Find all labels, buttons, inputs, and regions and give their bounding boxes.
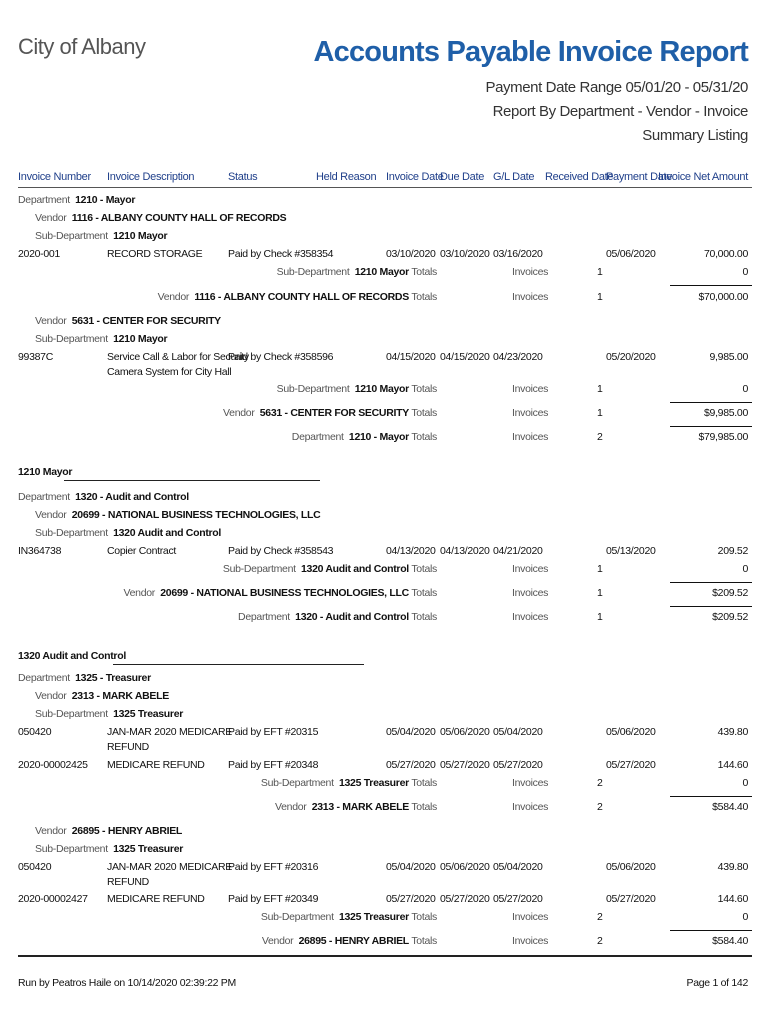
org-name: City of Albany (18, 34, 146, 59)
department-row: Department 1320 - Audit and Control (18, 491, 189, 503)
invoice-description-cont: REFUND (107, 876, 149, 888)
date-range: Payment Date Range 05/01/20 - 05/31/20 (485, 79, 748, 96)
total-rule (670, 426, 752, 427)
total-rule (670, 582, 752, 583)
due-date: 05/27/2020 (440, 893, 490, 905)
invoice-description-cont: Camera System for City Hall (107, 366, 232, 378)
header-divider (18, 187, 752, 188)
invoice-number: 050420 (18, 726, 52, 738)
vendor-row: Vendor 2313 - MARK ABELE (35, 690, 169, 702)
col-status: Status (228, 171, 258, 183)
gl-date: 04/23/2020 (493, 351, 543, 363)
invoice-description: JAN-MAR 2020 MEDICARE (107, 861, 232, 873)
col-net-amount: Invoice Net Amount (658, 171, 748, 183)
footer-divider (18, 955, 752, 957)
status: Paid by EFT #20349 (228, 893, 319, 905)
gl-date: 05/27/2020 (493, 893, 543, 905)
run-by: Run by Peatros Haile on 10/14/2020 02:39:22 PM (18, 977, 236, 989)
payment-date: 05/06/2020 (606, 726, 656, 738)
report-by: Report By Department - Vendor - Invoice (492, 103, 748, 120)
net-amount: 439.80 (717, 726, 748, 738)
subdepartment-row: Sub-Department 1210 Mayor (35, 230, 168, 242)
total-rule (670, 402, 752, 403)
col-invoice-number: Invoice Number (18, 171, 91, 183)
invoice-description-cont: REFUND (107, 741, 149, 753)
status: Paid by EFT #20315 (228, 726, 319, 738)
due-date: 03/10/2020 (440, 248, 490, 260)
due-date: 04/15/2020 (440, 351, 490, 363)
invoice-date: 04/15/2020 (386, 351, 436, 363)
section-heading: 1320 Audit and Control (18, 650, 126, 662)
invoice-number: 99387C (18, 351, 53, 363)
payment-date: 05/13/2020 (606, 545, 656, 557)
status: Paid by Check #358596 (228, 351, 334, 363)
invoice-description: MEDICARE REFUND (107, 759, 205, 771)
department-row: Department 1210 - Mayor (18, 194, 136, 206)
invoice-description: JAN-MAR 2020 MEDICARE (107, 726, 232, 738)
payment-date: 05/06/2020 (606, 248, 656, 260)
due-date: 05/06/2020 (440, 861, 490, 873)
invoice-date: 03/10/2020 (386, 248, 436, 260)
invoice-number: 2020-00002427 (18, 893, 88, 905)
col-invoice-date: Invoice Date (386, 171, 444, 183)
due-date: 04/13/2020 (440, 545, 490, 557)
gl-date: 03/16/2020 (493, 248, 543, 260)
status: Paid by Check #358354 (228, 248, 334, 260)
payment-date: 05/06/2020 (606, 861, 656, 873)
subdepartment-row: Sub-Department 1210 Mayor (35, 333, 168, 345)
net-amount: 144.60 (717, 759, 748, 771)
status: Paid by Check #358543 (228, 545, 334, 557)
section-rule (64, 480, 320, 481)
col-due-date: Due Date (440, 171, 485, 183)
total-rule (670, 606, 752, 607)
gl-date: 05/04/2020 (493, 726, 543, 738)
net-amount: 209.52 (717, 545, 748, 557)
total-rule (670, 285, 752, 286)
invoice-date: 05/27/2020 (386, 893, 436, 905)
net-amount: 439.80 (717, 861, 748, 873)
invoice-date: 05/04/2020 (386, 861, 436, 873)
invoice-description: MEDICARE REFUND (107, 893, 205, 905)
total-rule (670, 930, 752, 931)
department-row: Department 1325 - Treasurer (18, 672, 151, 684)
col-received-date: Received Date (545, 171, 614, 183)
gl-date: 04/21/2020 (493, 545, 543, 557)
invoice-number: 2020-001 (18, 248, 60, 260)
subdepartment-row: Sub-Department 1325 Treasurer (35, 708, 184, 720)
invoice-number: 050420 (18, 861, 52, 873)
net-amount: 9,985.00 (709, 351, 748, 363)
payment-date: 05/27/2020 (606, 759, 656, 771)
col-gl-date: G/L Date (493, 171, 535, 183)
col-held-reason: Held Reason (316, 171, 377, 183)
subdepartment-row: Sub-Department 1325 Treasurer (35, 843, 184, 855)
section-rule (113, 664, 364, 665)
invoice-date: 05/04/2020 (386, 726, 436, 738)
total-rule (670, 796, 752, 797)
subdepartment-row: Sub-Department 1320 Audit and Control (35, 527, 222, 539)
vendor-row: Vendor 20699 - NATIONAL BUSINESS TECHNOLOGIES, LLC (35, 509, 321, 521)
payment-date: 05/27/2020 (606, 893, 656, 905)
due-date: 05/27/2020 (440, 759, 490, 771)
vendor-row: Vendor 5631 - CENTER FOR SECURITY (35, 315, 221, 327)
gl-date: 05/04/2020 (493, 861, 543, 873)
invoice-date: 04/13/2020 (386, 545, 436, 557)
col-payment-date: Payment Date (606, 171, 673, 183)
col-invoice-description: Invoice Description (107, 171, 195, 183)
status: Paid by EFT #20316 (228, 861, 319, 873)
net-amount: 144.60 (717, 893, 748, 905)
invoice-number: 2020-00002425 (18, 759, 88, 771)
status: Paid by EFT #20348 (228, 759, 319, 771)
invoice-description: Service Call & Labor for Security (107, 351, 249, 363)
due-date: 05/06/2020 (440, 726, 490, 738)
listing-type: Summary Listing (642, 127, 748, 144)
report-title: Accounts Payable Invoice Report (313, 36, 748, 68)
section-heading: 1210 Mayor (18, 466, 73, 478)
payment-date: 05/20/2020 (606, 351, 656, 363)
invoice-number: IN364738 (18, 545, 62, 557)
invoice-description: RECORD STORAGE (107, 248, 203, 260)
net-amount: 70,000.00 (703, 248, 748, 260)
invoice-date: 05/27/2020 (386, 759, 436, 771)
vendor-row: Vendor 1116 - ALBANY COUNTY HALL OF RECORDS (35, 212, 287, 224)
gl-date: 05/27/2020 (493, 759, 543, 771)
page-number: Page 1 of 142 (686, 977, 748, 989)
vendor-row: Vendor 26895 - HENRY ABRIEL (35, 825, 183, 837)
invoice-description: Copier Contract (107, 545, 177, 557)
